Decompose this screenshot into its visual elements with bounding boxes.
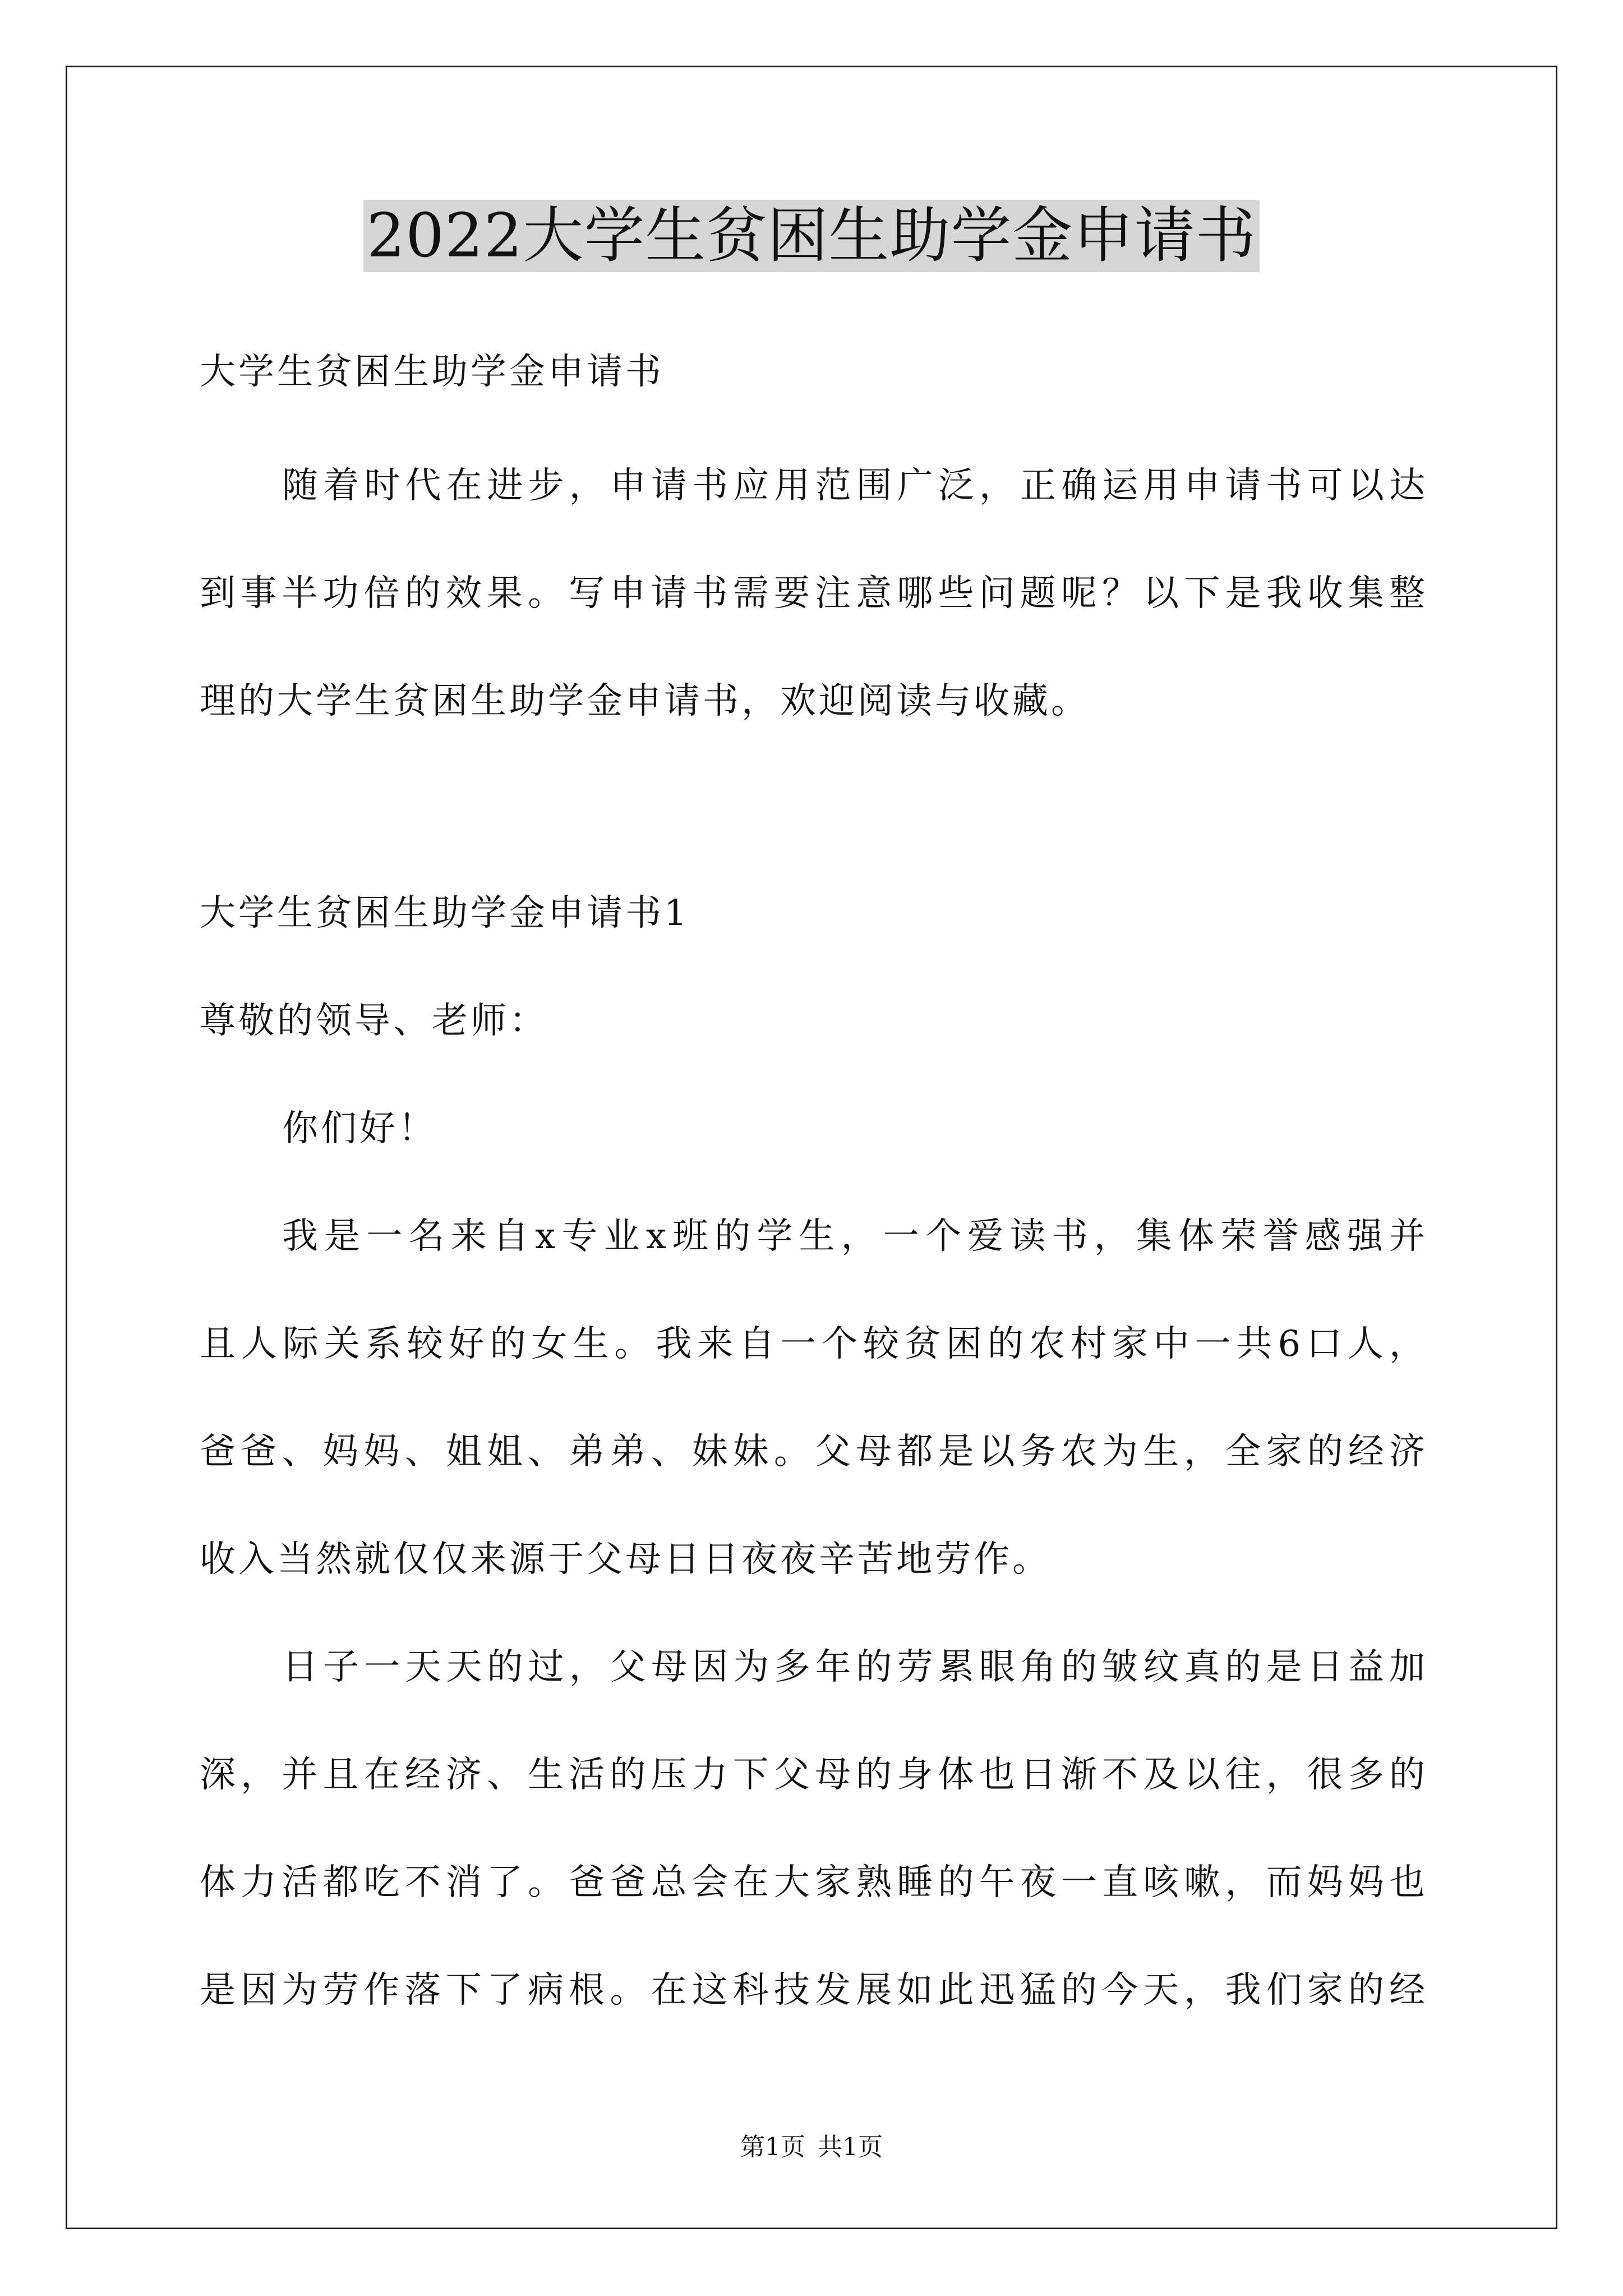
intro-line-3: 理的大学生贫困生助学金申请书，欢迎阅读与收藏。 (200, 680, 1090, 722)
subtitle-line: 大学生贫困生助学金申请书 (200, 351, 664, 393)
title-container (0, 200, 1623, 272)
body-line-7: 体力活都吃不消了。爸爸总会在大家熟睡的午夜一直咳嗽，而妈妈也 (200, 1862, 1428, 1903)
page-total: 共1页 (818, 2133, 883, 2161)
body-line-2: 且人际关系较好的女生。我来自一个较贫困的农村家中一共6口人， (200, 1323, 1428, 1365)
body-line-4: 收入当然就仅仅来源于父母日日夜夜辛苦地劳作。 (200, 1539, 1051, 1580)
body-line-1: 我是一名来自x专业x班的学生，一个爱读书，集体荣誉感强并 (282, 1216, 1428, 1257)
body-line-5: 日子一天天的过，父母因为多年的劳累眼角的皱纹真的是日益加 (282, 1646, 1428, 1688)
page-number: 第1页 (740, 2133, 805, 2161)
page-footer (0, 2132, 1623, 2163)
section-heading: 大学生贫困生助学金申请书1 (200, 892, 690, 934)
intro-line-2: 到事半功倍的效果。写申请书需要注意哪些问题呢？以下是我收集整 (200, 573, 1428, 614)
body-line-3: 爸爸、妈妈、姐姐、弟弟、妹妹。父母都是以务农为生，全家的经济 (200, 1431, 1428, 1473)
body-line-6: 深，并且在经济、生活的压力下父母的身体也日渐不及以往，很多的 (200, 1754, 1428, 1796)
salutation-line: 尊敬的领导、老师： (200, 1000, 548, 1042)
greeting-line: 你们好！ (282, 1108, 437, 1149)
intro-line-1: 随着时代在进步，申请书应用范围广泛，正确运用申请书可以达 (282, 465, 1428, 507)
document-title: 2022大学生贫困生助学金申请书 (363, 200, 1260, 272)
body-line-8: 是因为劳作落下了病根。在这科技发展如此迅猛的今天，我们家的经 (200, 1970, 1428, 2011)
